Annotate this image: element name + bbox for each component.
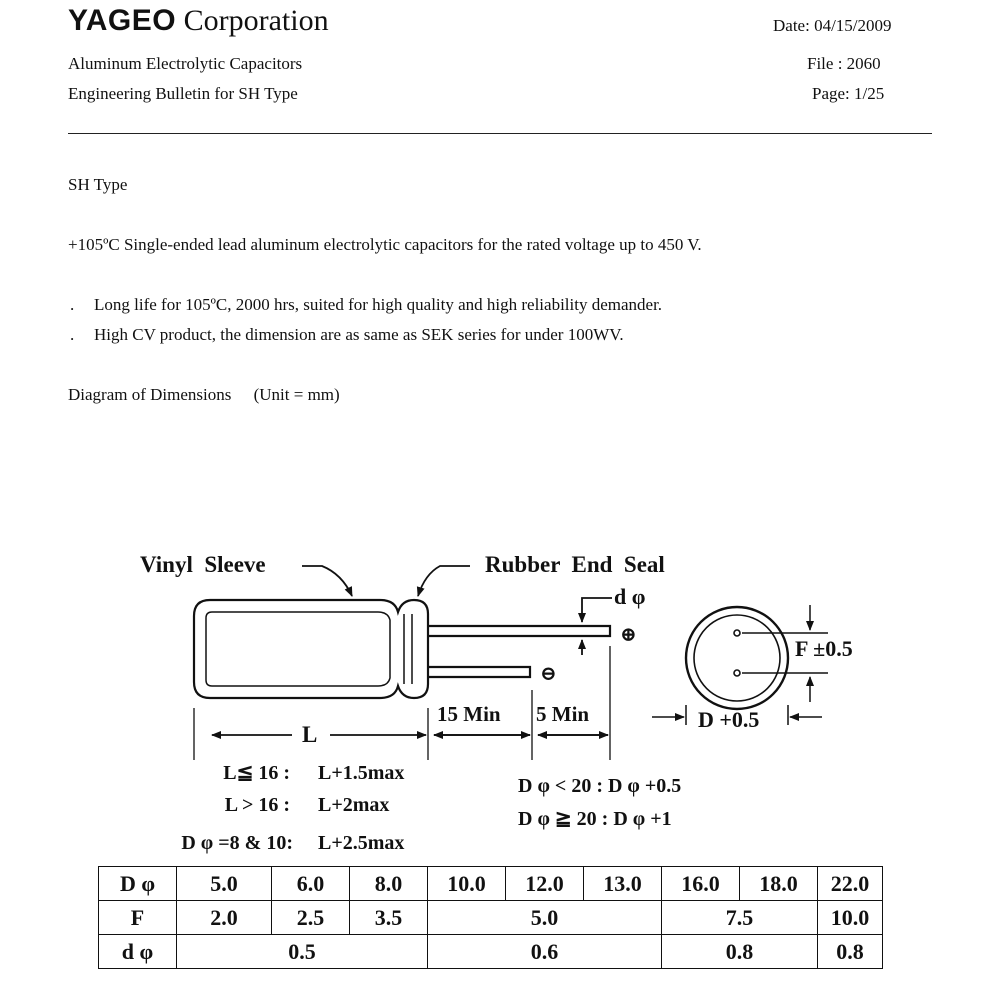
minus-icon: ⊖ [540,663,557,685]
table-cell: 2.5 [272,901,350,935]
lead-diameter-label: d φ [614,584,646,609]
lead-15min-label: 15 Min [437,702,501,726]
table-cell: 0.6 [428,935,662,969]
table-row [99,867,883,901]
l-rule-label: L > 16 : [224,794,290,816]
row-label: d φ [99,935,177,969]
doc-date: Date: 04/15/2009 [773,16,892,35]
doc-page: Page: 1/25 [812,84,885,103]
subtitle-product: Aluminum Electrolytic Capacitors [68,54,303,73]
table-cell: 6.0 [272,867,350,901]
l-rule-value: L+1.5max [318,762,405,784]
positive-lead [428,626,610,636]
table-cell: 10.0 [428,867,506,901]
subtitle-bulletin: Engineering Bulletin for SH Type [68,84,298,103]
l-rule-label: L≦ 16 : [223,762,290,784]
l-rule-value: L+2.5max [318,832,405,854]
table-cell: 0.8 [818,935,883,969]
dphi-rule: D φ ≧ 20 : D φ +1 [518,808,672,830]
table-cell: 3.5 [350,901,428,935]
bullet-marker: . [70,325,75,344]
capacitor-body [194,600,428,698]
table-cell: 16.0 [662,867,740,901]
lead-5min-label: 5 Min [536,702,590,726]
table-cell: 22.0 [818,867,883,901]
table-cell: 13.0 [584,867,662,901]
type-title: SH Type [68,175,128,194]
description: +105ºC Single-ended lead aluminum electrolytic capacitors for the rated voltage up to 450 V. [68,235,702,254]
row-label: D φ [99,867,177,901]
end-view-outer [686,607,788,709]
brand-suffix: Corporation [183,4,329,37]
end-view-inner [694,615,780,701]
bullet-marker: . [70,295,75,314]
rubber-seal-arrow [418,566,470,596]
dimension-table [98,866,883,969]
table-cell: 0.5 [177,935,428,969]
table-cell: 8.0 [350,867,428,901]
table-row [99,935,883,969]
bullet-text: Long life for 105ºC, 2000 hrs, suited for high quality and high reliability demander. [94,295,663,314]
table-cell: 5.0 [428,901,662,935]
table-cell: 0.8 [662,935,818,969]
vinyl-sleeve-label: Vinyl Sleeve [140,552,266,577]
vinyl-sleeve-arrow [302,566,352,596]
table-cell: 12.0 [506,867,584,901]
l-rule-value: L+2max [318,794,390,816]
l-rule-label: D φ =8 & 10: [181,832,293,854]
doc-file: File : 2060 [807,54,881,73]
row-label: F [99,901,177,935]
table-cell: 7.5 [662,901,818,935]
diagram-title-text: Diagram of Dimensions [68,385,232,404]
table-row [99,901,883,935]
plus-icon: ⊕ [620,624,637,646]
table-cell: 2.0 [177,901,272,935]
dphi-rule: D φ < 20 : D φ +0.5 [518,775,682,797]
rubber-seal-label: Rubber End Seal [485,552,665,577]
length-label: L [302,722,318,747]
bullet-text: High CV product, the dimension are as same as SEK series for under 100WV. [94,325,624,344]
unit-note: (Unit = mm) [253,385,340,404]
table-cell: 18.0 [740,867,818,901]
negative-lead [428,667,530,677]
table-cell: 5.0 [177,867,272,901]
f-tolerance-label: F ±0.5 [795,636,853,661]
brand-logo: YAGEO [68,4,177,37]
d-tolerance-label: D +0.5 [698,707,760,732]
table-cell: 10.0 [818,901,883,935]
